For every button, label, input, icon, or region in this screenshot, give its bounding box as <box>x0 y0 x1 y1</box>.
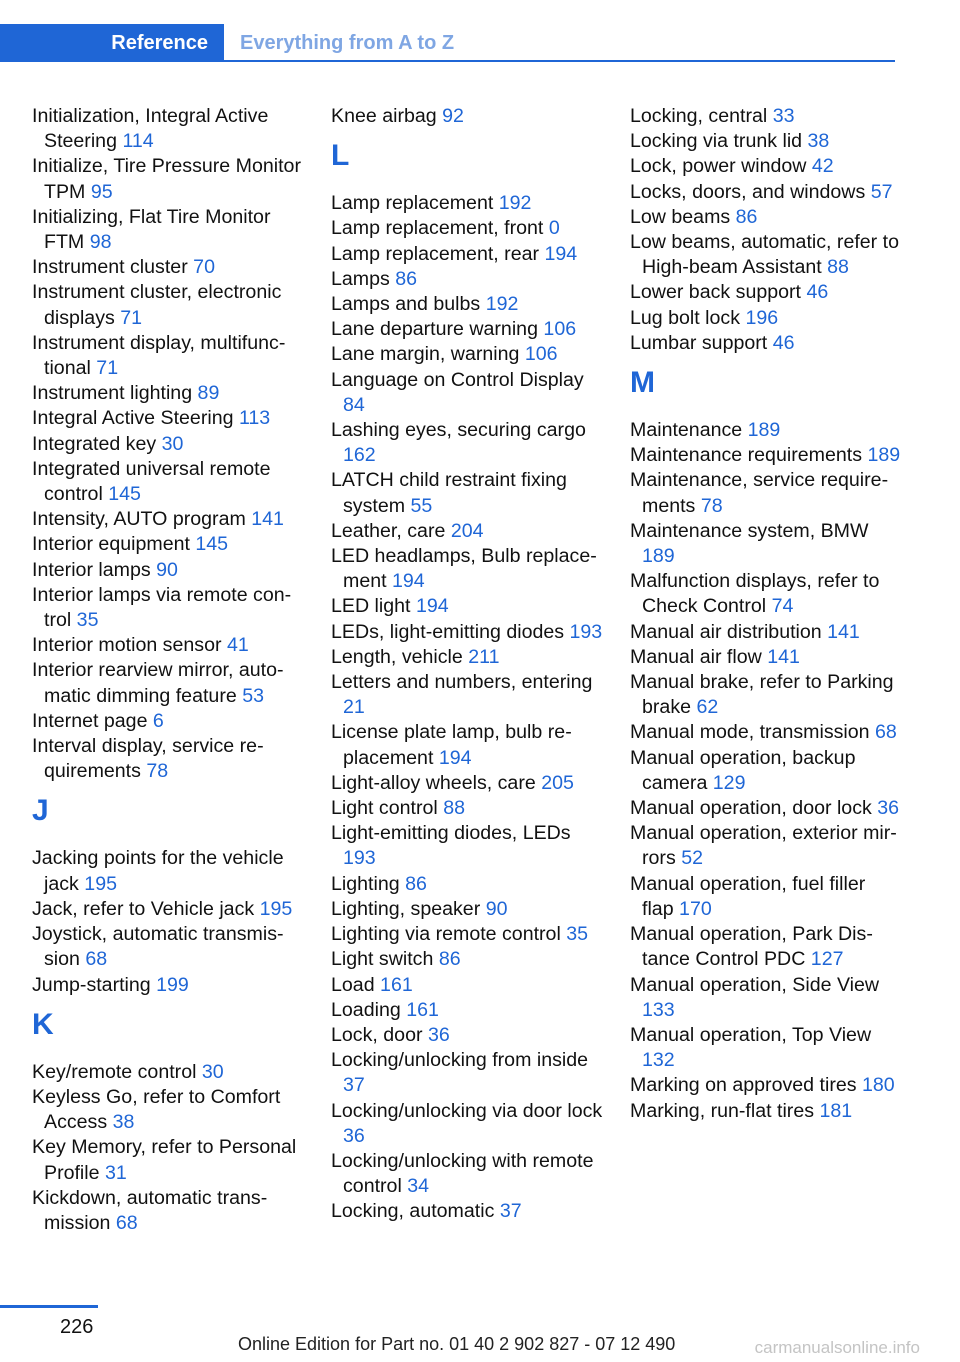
index-entry-term: License plate lamp, bulb replacement <box>331 721 572 769</box>
section-tab[interactable] <box>0 24 224 62</box>
index-page-link[interactable]: 37 <box>499 1200 522 1223</box>
index-entry-term: Lamps and bulbs <box>331 293 486 316</box>
index-entry-term: Leather, care <box>331 519 451 542</box>
index-entry <box>630 154 902 179</box>
index-page-link[interactable]: 70 <box>193 256 215 279</box>
index-entry-term: Instrument lighting <box>32 382 198 405</box>
index-page-link[interactable]: 170 <box>679 897 712 920</box>
index-page-link[interactable]: 189 <box>867 444 901 467</box>
index-entry <box>331 645 603 670</box>
index-page-link[interactable]: 195 <box>84 872 117 895</box>
index-entry-term: Locking/unlocking from inside <box>331 1049 589 1072</box>
index-page-link[interactable]: 86 <box>735 205 758 228</box>
index-page-link[interactable]: 46 <box>806 281 829 304</box>
index-page-link[interactable]: 106 <box>524 343 558 366</box>
index-entry-term: Intensity, AUTO program <box>32 508 252 531</box>
index-entry <box>331 104 603 129</box>
index-page-link[interactable]: 37 <box>343 1074 365 1097</box>
index-page-link[interactable]: 193 <box>343 847 376 870</box>
index-entry <box>331 1023 603 1048</box>
index-entry-term: Marking on approved tires <box>630 1074 862 1097</box>
index-entry-term: Low beams <box>630 205 736 228</box>
index-entry <box>331 191 603 216</box>
index-entry <box>32 633 304 658</box>
index-entry <box>331 468 603 518</box>
index-entry <box>630 973 902 1023</box>
index-page-link[interactable]: 30 <box>201 1060 224 1083</box>
index-entry-term: Lock, power window <box>630 155 812 178</box>
index-entry <box>630 720 902 745</box>
index-entry-term: Manual operation, Side View <box>630 973 880 996</box>
index-entry <box>331 519 603 544</box>
index-page-link[interactable]: 38 <box>807 130 830 153</box>
index-entry-term: Instrument cluster, electronic displays <box>32 281 282 329</box>
index-entry <box>331 1048 603 1098</box>
index-page-link[interactable]: 68 <box>85 948 108 971</box>
index-page-link[interactable]: 53 <box>242 684 264 707</box>
index-entry <box>32 1186 304 1236</box>
index-page-link[interactable]: 194 <box>392 570 425 593</box>
index-entry-term: Integral Active Steering <box>32 407 239 430</box>
index-entry <box>331 771 603 796</box>
index-page-link[interactable]: 194 <box>544 242 578 265</box>
index-entry-term: Lug bolt lock <box>630 306 746 329</box>
index-entry-term: Internet page <box>32 709 153 732</box>
index-page-link[interactable]: 78 <box>700 494 723 517</box>
index-entry-term: Lamp replacement <box>331 192 499 215</box>
index-entry-term: Instrument cluster <box>32 256 194 279</box>
index-entry-term: Lock, door <box>331 1023 428 1046</box>
index-entry <box>331 342 603 367</box>
index-page-link[interactable]: 46 <box>772 331 795 354</box>
index-entry-term: Key/remote control <box>32 1060 202 1083</box>
index-entry-term: Light control <box>331 797 444 820</box>
index-entry-term: Letters and numbers, entering <box>331 671 593 694</box>
index-entry-term: Lane departure warning <box>331 318 544 341</box>
index-page-link[interactable]: 35 <box>566 923 589 946</box>
index-entry-term: LED headlamps, Bulb replacement <box>331 545 597 593</box>
index-page-link[interactable]: 52 <box>681 847 703 870</box>
page-number: 226 <box>60 1316 94 1338</box>
index-entry-term: Maintenance system, BMW <box>630 519 869 542</box>
index-page-link[interactable]: 92 <box>442 105 464 127</box>
index-page-link[interactable]: 127 <box>810 948 844 971</box>
index-entry-term: LATCH child restraint fixing system <box>331 469 567 517</box>
index-entry <box>331 594 603 619</box>
index-entry <box>331 796 603 821</box>
index-entry <box>331 242 603 267</box>
index-entry-term: Maintenance <box>630 419 748 442</box>
section-label: Reference <box>111 31 208 54</box>
index-page-link[interactable]: 71 <box>96 357 119 380</box>
index-page-link[interactable]: 88 <box>443 797 465 820</box>
index-entry <box>331 216 603 241</box>
index-entry <box>32 406 304 431</box>
index-page-link[interactable]: 86 <box>438 948 461 971</box>
index-entry-term: Lamps <box>331 267 396 290</box>
index-entry-term: Maintenance, service requirements <box>630 469 889 517</box>
index-page-link[interactable]: 193 <box>569 620 603 643</box>
index-entry-term: Interior motion sensor <box>32 634 227 657</box>
index-entry <box>331 1199 603 1224</box>
index-entry-term: Joystick, automatic transmission <box>32 923 284 971</box>
index-entry <box>32 973 304 998</box>
index-entry-term: Manual operation, exterior mirrors <box>630 822 897 870</box>
index-page-link[interactable]: 78 <box>146 760 169 783</box>
index-entry <box>630 306 902 331</box>
index-page-link[interactable]: 113 <box>238 407 271 430</box>
index-entry <box>630 280 902 305</box>
index-entry <box>630 180 902 205</box>
index-entry <box>32 1085 304 1135</box>
index-entry-term: Light switch <box>331 948 439 971</box>
index-page-link[interactable]: 181 <box>819 1099 853 1122</box>
index-entry <box>331 922 603 947</box>
index-letter-heading: J <box>32 794 49 828</box>
index-entry <box>630 1023 902 1073</box>
index-entry <box>630 331 902 356</box>
index-entry-term: Low beams, automatic, refer to High-beam Assistant <box>630 231 899 279</box>
index-entry <box>32 507 304 532</box>
index-entry-term: LEDs, light-emitting diodes <box>331 620 570 643</box>
watermark: carmanualsonline.info <box>754 1338 920 1357</box>
index-page-link[interactable]: 98 <box>89 231 112 254</box>
index-page-link[interactable]: 57 <box>870 180 893 203</box>
index-page-link[interactable]: 38 <box>112 1111 135 1134</box>
index-entry <box>32 709 304 734</box>
index-entry-term: Lighting <box>331 872 406 895</box>
index-page-link[interactable]: 141 <box>827 620 860 643</box>
index-page-link[interactable]: 6 <box>152 709 164 732</box>
index-entry <box>32 331 304 381</box>
index-page-link[interactable]: 31 <box>104 1161 127 1184</box>
index-page-link[interactable]: 204 <box>450 519 484 542</box>
index-page-link[interactable]: 35 <box>76 609 99 632</box>
index-entry <box>32 457 304 507</box>
index-entry <box>630 796 902 821</box>
index-page-link[interactable]: 68 <box>875 721 897 744</box>
index-entry-term: Locking, central <box>630 105 773 127</box>
index-entry <box>32 432 304 457</box>
index-entry <box>331 998 603 1023</box>
index-entry-term: LED light <box>331 595 416 618</box>
index-column-1 <box>32 104 304 1236</box>
index-entry-term: Manual air distribution <box>630 620 828 643</box>
index-entry <box>331 670 603 720</box>
index-entry <box>630 746 902 796</box>
index-entry-term: Manual mode, transmission <box>630 721 876 744</box>
index-entry-term: Manual air flow <box>630 645 768 668</box>
index-entry-term: Jump-starting <box>32 973 157 996</box>
index-entry <box>331 620 603 645</box>
index-entry <box>331 973 603 998</box>
index-entry-term: Load <box>331 973 381 996</box>
index-entry <box>32 846 304 896</box>
index-entry-term: Lighting via remote control <box>331 923 567 946</box>
index-entry <box>32 104 304 154</box>
index-entry-term: Integrated universal remote control <box>32 457 271 506</box>
index-entry-term: Lighting, speaker <box>331 897 486 920</box>
index-entry <box>331 368 603 418</box>
index-entry <box>630 872 902 922</box>
index-entry <box>32 205 304 255</box>
index-entry <box>630 104 902 129</box>
index-entry <box>331 317 603 342</box>
index-page-link[interactable]: 189 <box>642 545 675 568</box>
index-letter-heading: K <box>32 1007 54 1041</box>
index-entry <box>331 897 603 922</box>
index-entry-term: Knee airbag <box>331 105 443 127</box>
index-entry <box>331 544 603 594</box>
index-entry-term: Manual operation, Top View <box>630 1023 872 1046</box>
index-entry-term: Light-emitting diodes, LEDs <box>331 822 571 845</box>
index-page-link[interactable]: 162 <box>343 444 376 467</box>
edition-note: Online Edition for Part no. 01 40 2 902 827 - 07 12 490 <box>238 1334 676 1354</box>
index-column-3 <box>630 104 902 1124</box>
index-entry-term: Initializing, Flat Tire Monitor FTM <box>32 205 271 254</box>
index-letter-heading: M <box>630 366 655 400</box>
index-entry <box>331 418 603 468</box>
index-entry <box>331 1149 603 1199</box>
index-page-link[interactable]: 71 <box>120 306 143 329</box>
index-entry <box>32 583 304 633</box>
index-entry <box>630 519 902 569</box>
index-page-link[interactable]: 21 <box>343 696 365 719</box>
index-page-link[interactable]: 41 <box>226 634 249 657</box>
index-page-link[interactable]: 74 <box>771 595 794 618</box>
index-entry-term: Jacking points for the vehicle jack <box>32 847 284 895</box>
index-entry-term: Lashing eyes, securing cargo <box>331 419 586 442</box>
index-entry-term: Interior rearview mirror, automatic dimming feature <box>32 659 284 707</box>
index-page-link[interactable]: 30 <box>161 432 184 455</box>
header-rule <box>224 60 895 62</box>
index-page-link[interactable]: 205 <box>541 771 574 794</box>
index-page-link[interactable]: 88 <box>827 256 849 279</box>
index-entry <box>331 720 603 770</box>
index-entry-term: Key Memory, refer to Personal Profile <box>32 1136 297 1184</box>
index-page-link[interactable]: 129 <box>712 771 746 794</box>
index-entry-term: Light-alloy wheels, care <box>331 771 542 794</box>
index-page-link[interactable]: 89 <box>197 382 220 405</box>
index-page-link[interactable]: 180 <box>861 1074 895 1097</box>
index-entry-term: Lumbar support <box>630 331 773 354</box>
index-entry-term: Instrument display, multifunctional <box>32 331 286 380</box>
index-entry <box>32 381 304 406</box>
index-entry-term: Malfunction displays, refer to Check Control <box>630 570 880 618</box>
index-page-link[interactable]: 145 <box>108 483 141 506</box>
index-page-link[interactable]: 114 <box>122 130 154 153</box>
index-letter-heading: L <box>331 139 350 173</box>
index-page-link[interactable]: 145 <box>195 533 229 556</box>
index-page-link[interactable]: 62 <box>696 696 719 719</box>
index-entry <box>630 418 902 443</box>
index-entry <box>32 1060 304 1085</box>
index-entry-term: Locking/unlocking via door lock <box>331 1099 603 1122</box>
index-entry <box>331 947 603 972</box>
index-page-link[interactable]: 161 <box>380 973 413 996</box>
index-page-link[interactable]: 36 <box>877 797 900 820</box>
index-entry-term: Manual operation, fuel filler flap <box>630 872 866 920</box>
index-entry <box>630 620 902 645</box>
index-entry <box>630 821 902 871</box>
index-page-link[interactable]: 192 <box>498 192 532 215</box>
index-page-link[interactable]: 141 <box>251 508 284 531</box>
index-entry <box>630 468 902 518</box>
index-entry <box>630 1099 902 1124</box>
index-entry-term: Manual operation, Park Distance Control PDC <box>630 923 873 971</box>
index-entry-term: Lane margin, warning <box>331 343 525 366</box>
index-page-link[interactable]: 86 <box>395 267 418 290</box>
index-page-link[interactable]: 196 <box>745 306 779 329</box>
index-page-link[interactable]: 199 <box>156 973 189 996</box>
index-page-link[interactable]: 133 <box>642 998 675 1021</box>
index-entry-term: Lamp replacement, front <box>331 217 549 240</box>
index-page-link[interactable]: 86 <box>405 872 427 895</box>
index-entry <box>630 569 902 619</box>
index-page-link[interactable]: 141 <box>767 645 800 668</box>
index-page-link[interactable]: 36 <box>427 1023 450 1046</box>
index-page-link[interactable]: 84 <box>343 393 365 416</box>
index-page-link[interactable]: 42 <box>811 155 834 178</box>
index-page-link[interactable]: 161 <box>406 998 439 1021</box>
index-entry <box>331 1099 603 1149</box>
index-page-link[interactable]: 90 <box>485 897 508 920</box>
index-entry <box>331 267 603 292</box>
index-entry-term: Jack, refer to Vehicle jack <box>32 897 260 920</box>
index-entry-term: Loading <box>331 998 407 1021</box>
index-entry <box>32 734 304 784</box>
index-entry <box>630 443 902 468</box>
index-entry-term: Locks, doors, and windows <box>630 180 871 203</box>
index-page-link[interactable]: 0 <box>548 217 560 240</box>
index-entry <box>32 280 304 330</box>
index-page-link[interactable]: 55 <box>410 494 433 517</box>
index-entry-term: Interval display, service requirements <box>32 735 264 783</box>
footer-rule <box>0 1305 98 1308</box>
index-page-link[interactable]: 95 <box>90 180 113 203</box>
index-entry <box>32 922 304 972</box>
index-entry-term: Marking, run-flat tires <box>630 1099 820 1122</box>
index-entry-term: Language on Control Display <box>331 368 584 391</box>
index-entry <box>331 821 603 871</box>
index-entry <box>630 670 902 720</box>
index-entry-term: Manual operation, backup camera <box>630 746 856 794</box>
index-entry-term: Initialization, Integral Active Steering <box>32 105 269 153</box>
index-page-link[interactable]: 33 <box>772 105 795 127</box>
index-page-link[interactable]: 90 <box>156 558 178 581</box>
index-entry-term: Lower back support <box>630 281 807 304</box>
index-entry-term: Interior lamps <box>32 558 157 581</box>
index-entry-term: Initialize, Tire Pressure Monitor TPM <box>32 155 301 203</box>
index-entry <box>32 897 304 922</box>
index-entry-term: Keyless Go, refer to Comfort Access <box>32 1085 281 1134</box>
index-entry-term: Manual brake, refer to Parking brake <box>630 671 894 719</box>
index-column-2 <box>331 104 603 1225</box>
index-page-link[interactable]: 211 <box>468 645 500 668</box>
index-entry <box>630 129 902 154</box>
index-entry-term: Locking/unlocking with remote control <box>331 1149 594 1198</box>
index-page-link[interactable]: 195 <box>259 897 293 920</box>
index-page-link[interactable]: 106 <box>543 318 577 341</box>
index-entry <box>32 154 304 204</box>
index-page-link[interactable]: 36 <box>343 1124 365 1147</box>
index-entry-term: Locking, automatic <box>331 1200 500 1223</box>
page-header <box>0 24 895 62</box>
chapter-title: Everything from A to Z <box>240 32 455 54</box>
index-page-link[interactable]: 34 <box>407 1175 430 1198</box>
index-entry-term: Lamp replacement, rear <box>331 242 545 265</box>
index-entry-term: Maintenance requirements <box>630 444 868 467</box>
index-entry-term: Interior lamps via remote control <box>32 583 292 632</box>
index-entry <box>32 658 304 708</box>
index-entry <box>32 255 304 280</box>
index-entry <box>630 230 902 280</box>
index-entry-term: Manual operation, door lock <box>630 797 878 820</box>
index-entry-term: Integrated key <box>32 432 162 455</box>
index-entry <box>331 872 603 897</box>
index-entry-term: Interior equipment <box>32 533 196 556</box>
index-entry-term: Kickdown, automatic transmission <box>32 1186 268 1234</box>
index-entry <box>630 645 902 670</box>
index-page-link[interactable]: 194 <box>438 746 472 769</box>
index-page-link[interactable]: 132 <box>642 1049 675 1072</box>
index-page-link[interactable]: 68 <box>115 1211 138 1234</box>
index-entry-term: Length, vehicle <box>331 645 469 668</box>
index-entry-term: Locking via trunk lid <box>630 130 808 153</box>
index-entry <box>331 292 603 317</box>
index-entry <box>32 1135 304 1185</box>
index-entry <box>32 558 304 583</box>
index-entry <box>630 1073 902 1098</box>
index-page-link[interactable]: 194 <box>415 595 449 618</box>
index-entry <box>32 532 304 557</box>
index-page-link[interactable]: 192 <box>485 293 519 316</box>
index-page-link[interactable]: 189 <box>747 419 781 442</box>
index-entry <box>630 205 902 230</box>
index-entry <box>630 922 902 972</box>
